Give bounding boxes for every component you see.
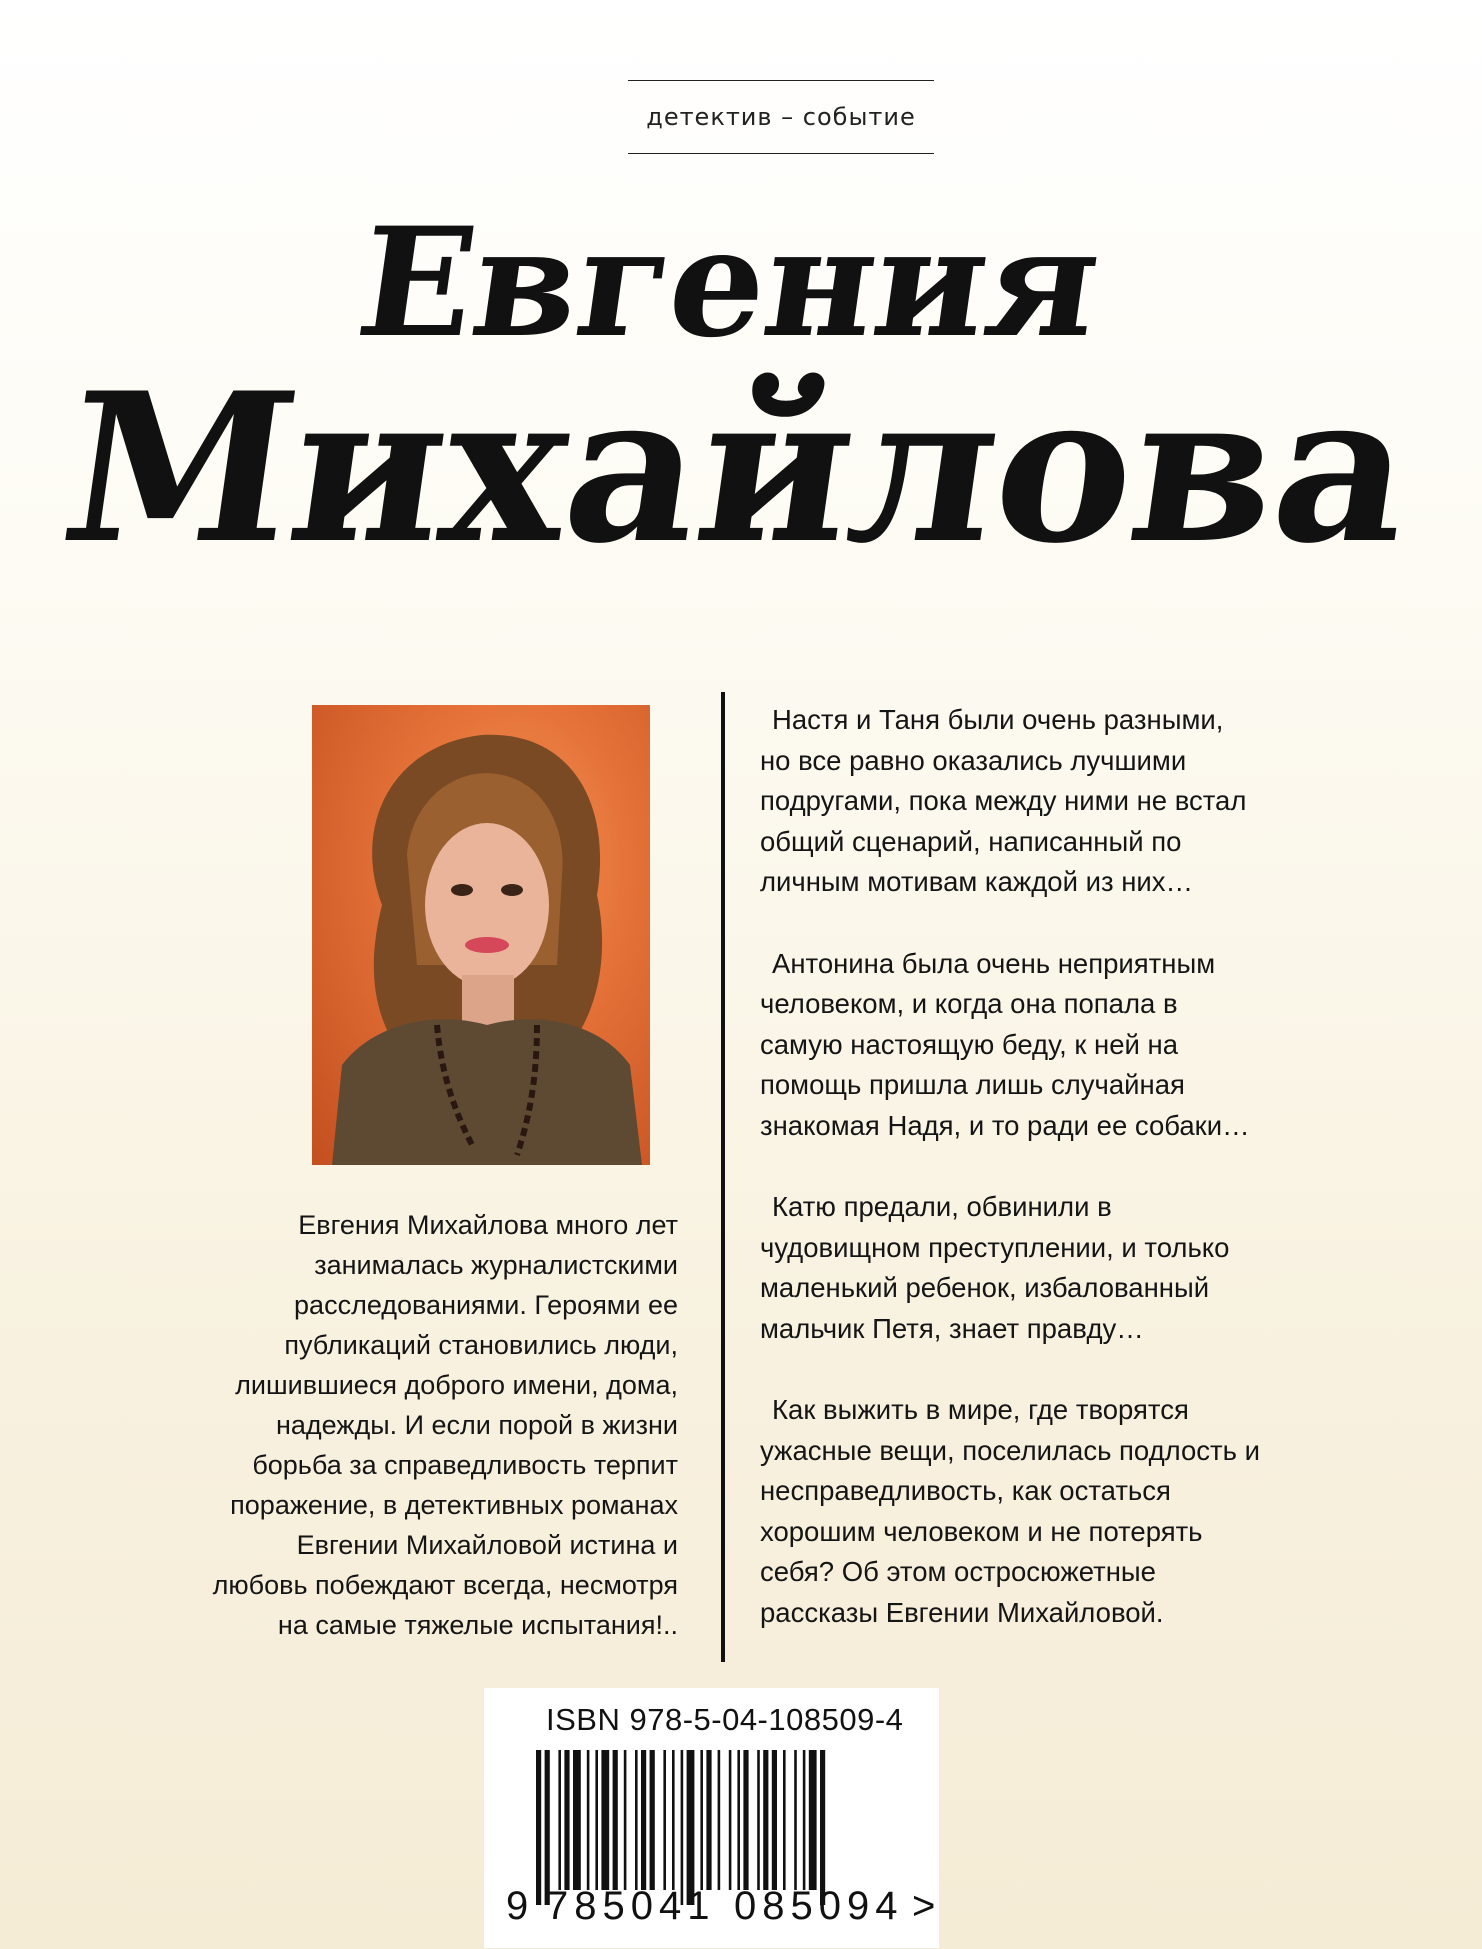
barcode-bar bbox=[687, 1750, 695, 1905]
barcode-bar bbox=[564, 1750, 569, 1890]
barcode-bar bbox=[672, 1750, 675, 1890]
barcode-bar bbox=[783, 1750, 786, 1890]
author-first-name: Евгения bbox=[347, 193, 1111, 371]
barcode-bar bbox=[635, 1750, 638, 1890]
column-divider bbox=[721, 692, 725, 1662]
series-label: детектив – событие bbox=[628, 80, 934, 154]
barcode-bar bbox=[545, 1750, 550, 1905]
barcode-bar bbox=[613, 1750, 618, 1890]
barcode-digit-first: 9 bbox=[506, 1884, 529, 1928]
barcode-bar bbox=[663, 1750, 666, 1890]
barcode-bar bbox=[743, 1750, 748, 1890]
blurb-paragraph: Катю предали, обвинили в чудовищном преступлении, и только маленький ребенок, избалованный мальчик Петя, знает правду… bbox=[760, 1191, 1230, 1344]
barcode-bar bbox=[650, 1750, 655, 1890]
author-last-name: Михайлова bbox=[49, 347, 1427, 589]
barcode-bar bbox=[624, 1750, 627, 1890]
barcode-bar bbox=[641, 1750, 646, 1890]
barcode-bar bbox=[601, 1750, 609, 1890]
barcode-bar bbox=[737, 1750, 740, 1890]
blurb-paragraph: Настя и Таня были очень разными, но все равно оказались лучшими подругами, пока между ними не встал общий сценарий, написанный по личным мотивам каждой из них… bbox=[760, 704, 1247, 897]
barcode-bar bbox=[681, 1750, 684, 1905]
barcode-bar bbox=[573, 1750, 581, 1890]
barcode-bar bbox=[757, 1750, 760, 1890]
isbn-label: ISBN 978-5-04-108509-4 bbox=[546, 1702, 904, 1737]
barcode-bar bbox=[809, 1750, 817, 1890]
barcode-bar bbox=[772, 1750, 777, 1890]
barcode-bar bbox=[718, 1750, 721, 1890]
author-name bbox=[0, 170, 1482, 690]
barcode-bar bbox=[706, 1750, 711, 1890]
book-blurb bbox=[760, 700, 1260, 1674]
blurb-paragraph: Антонина была очень неприятным человеком, и когда она попала в самую настоящую беду, к ней на помощь пришла лишь случайная знакомая Надя, и то ради ее собаки… bbox=[760, 947, 1250, 1141]
author-bio: Евгения Михайлова много лет занималась журналистскими расследованиями. Героями ее публикаций становились люди, лишившиеся доброго имени, дома, надежды. И если порой в жизни борьба за справедливость терпит поражение, в детективных романах Евгении Михайловой истина и любовь побеждают всегда, несмотря на самые тяжелые испытания!.. bbox=[212, 1210, 678, 1640]
barcode-bar bbox=[558, 1750, 561, 1890]
barcode-bar bbox=[820, 1750, 825, 1905]
barcode-digits-left: 785041 bbox=[546, 1884, 716, 1928]
barcode-bar bbox=[794, 1750, 797, 1890]
barcode-bar bbox=[536, 1750, 541, 1905]
barcode-digits-right: 085094 bbox=[734, 1884, 904, 1928]
barcode-arrow: > bbox=[912, 1884, 936, 1928]
barcode-bar bbox=[729, 1750, 732, 1890]
barcode-bar bbox=[587, 1750, 590, 1890]
barcode-bar bbox=[803, 1750, 806, 1890]
barcode-bar bbox=[595, 1750, 598, 1890]
barcode-bar bbox=[763, 1750, 768, 1890]
blurb-paragraph: Как выжить в мире, где творятся ужасные вещи, поселилась подлость и несправедливость, как остаться хорошим человеком и не потерять себя? Об этом остросюжетные рассказы Евгении Михайловой. bbox=[760, 1394, 1260, 1628]
isbn-barcode bbox=[484, 1688, 939, 1948]
barcode-bar bbox=[700, 1750, 703, 1890]
author-photo bbox=[312, 705, 650, 1165]
